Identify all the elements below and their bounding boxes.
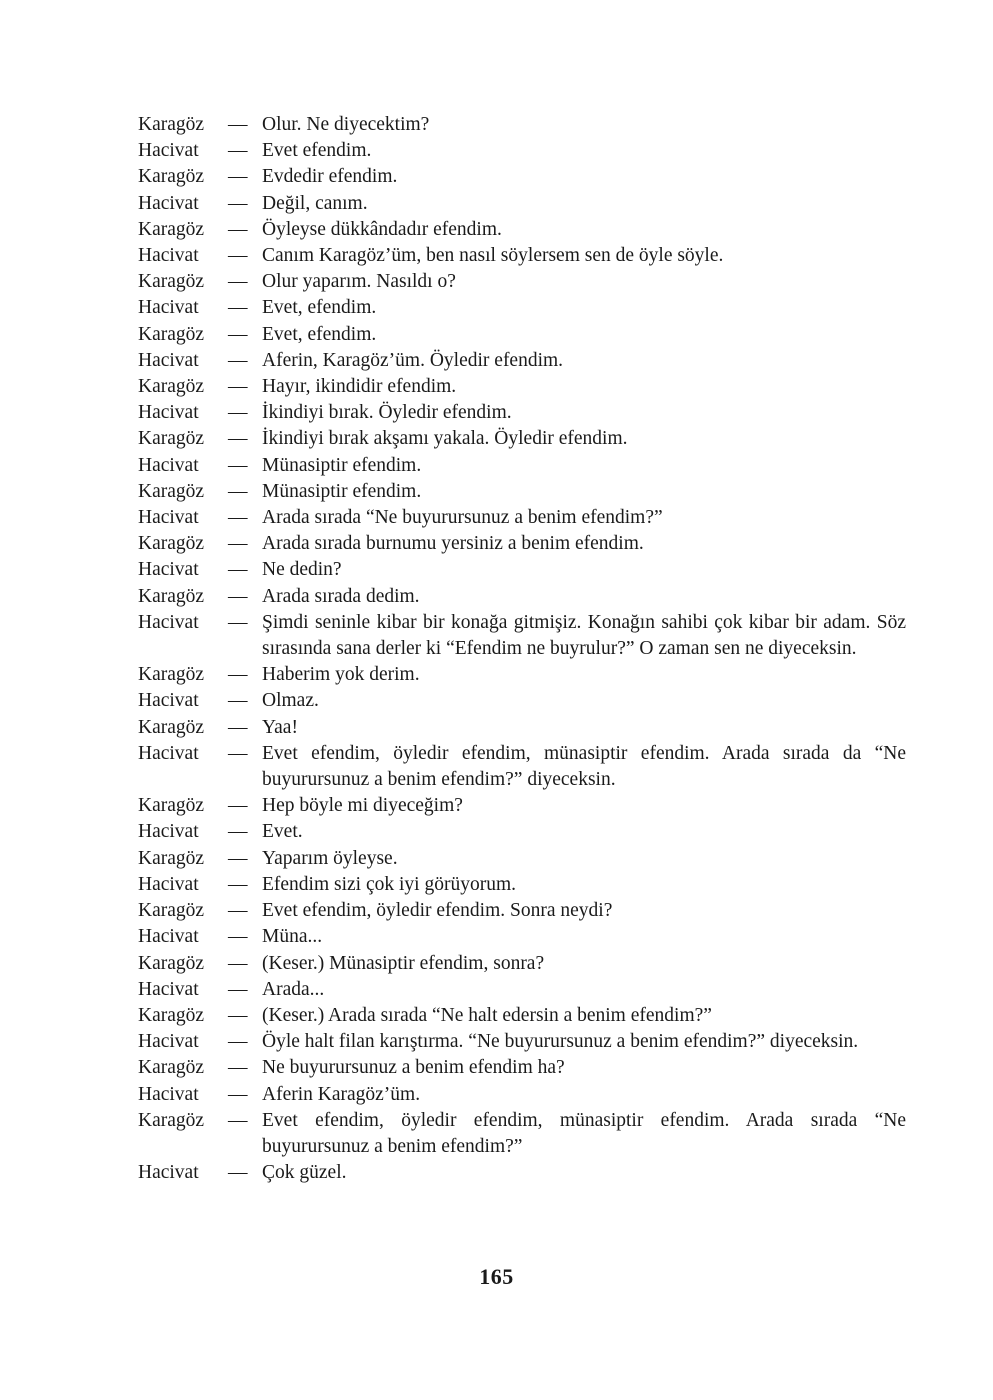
dialogue-line: [138, 243, 906, 269]
dialogue-line: [138, 951, 906, 977]
dialogue-text: Arada...: [262, 978, 325, 1000]
dialogue-line: [138, 479, 906, 505]
speaker-name: Karagöz: [138, 795, 205, 817]
dialogue-text: Olur. Ne diyecektim?: [262, 114, 430, 135]
speaker-name: Karagöz: [138, 900, 205, 922]
dialogue-text: Değil, canım.: [262, 192, 368, 214]
dialogue-text: Arada sırada burnumu yersiniz a benim efendim.: [262, 533, 644, 555]
em-dash: —: [228, 245, 248, 267]
dialogue-line: [138, 977, 906, 1003]
speaker-name: Karagöz: [138, 166, 205, 188]
dialogue-line: [138, 584, 906, 610]
dialogue-line: [138, 924, 906, 950]
dialogue-text: Ne buyurursunuz a benim efendim ha?: [262, 1057, 565, 1079]
dialogue-line: [138, 557, 906, 583]
speaker-name: Hacivat: [138, 454, 199, 476]
speaker-name: Karagöz: [138, 664, 205, 686]
speaker-name: Hacivat: [138, 1162, 199, 1184]
dialogue-line: [138, 688, 906, 714]
dialogue-text: Olmaz.: [262, 690, 319, 712]
dialogue-line: [138, 1029, 906, 1055]
dialogue-text: Evet efendim, öyledir efendim, münasiptir efendim. Arada sırada “Ne buyurursunuz a benim efendim?”: [262, 1109, 906, 1157]
dialogue-line: [138, 1160, 906, 1186]
dialogue-text: Hayır, ikindidir efendim.: [262, 376, 457, 398]
em-dash: —: [228, 926, 248, 948]
speaker-name: Karagöz: [138, 376, 205, 398]
em-dash: —: [228, 1031, 248, 1053]
speaker-name: Hacivat: [138, 926, 199, 948]
speaker-name: Hacivat: [138, 402, 199, 424]
dialogue-line: [138, 295, 906, 321]
dialogue-line: [138, 374, 906, 400]
speaker-name: Karagöz: [138, 480, 205, 502]
em-dash: —: [228, 454, 248, 476]
dialogue-line: [138, 741, 906, 793]
em-dash: —: [228, 114, 248, 135]
dialogue-text: Münasiptir efendim.: [262, 480, 422, 502]
dialogue-text: (Keser.) Arada sırada “Ne halt edersin a benim efendim?”: [262, 1004, 712, 1026]
speaker-name: Karagöz: [138, 952, 205, 974]
speaker-name: Karagöz: [138, 585, 205, 607]
speaker-name: Karagöz: [138, 114, 205, 135]
dialogue-text: Aferin Karagöz’üm.: [262, 1083, 421, 1105]
dialogue-line: [138, 348, 906, 374]
speaker-name: Hacivat: [138, 559, 199, 581]
dialogue-line: [138, 1082, 906, 1108]
em-dash: —: [228, 900, 248, 922]
dialogue-text: Evet, efendim.: [262, 323, 377, 345]
em-dash: —: [228, 218, 248, 240]
dialogue-line: [138, 1055, 906, 1081]
dialogue-line: [138, 898, 906, 924]
speaker-name: Karagöz: [138, 218, 205, 240]
speaker-name: Karagöz: [138, 716, 205, 738]
em-dash: —: [228, 376, 248, 398]
speaker-name: Hacivat: [138, 507, 199, 529]
dialogue-line: [138, 819, 906, 845]
dialogue-text: Haberim yok derim.: [262, 664, 420, 686]
em-dash: —: [228, 140, 248, 162]
em-dash: —: [228, 821, 248, 843]
dialogue-text: Hep böyle mi diyeceğim?: [262, 795, 463, 817]
dialogue-text: Evet efendim, öyledir efendim, münasiptir efendim. Arada sırada da “Ne buyurursunuz a benim efendim?” diyeceksin.: [262, 742, 906, 791]
em-dash: —: [228, 1109, 248, 1131]
dialogue-text: Olur yaparım. Nasıldı o?: [262, 271, 456, 293]
speaker-name: Hacivat: [138, 245, 199, 267]
em-dash: —: [228, 952, 248, 974]
em-dash: —: [228, 349, 248, 371]
dialogue-line: [138, 453, 906, 479]
em-dash: —: [228, 873, 248, 895]
dialogue-text: Evet.: [262, 821, 303, 843]
em-dash: —: [228, 271, 248, 293]
dialogue-text: Yaparım öyleyse.: [262, 847, 398, 869]
em-dash: —: [228, 559, 248, 581]
dialogue-line: [138, 112, 906, 138]
speaker-name: Hacivat: [138, 1031, 199, 1053]
dialogue-text: Yaa!: [262, 716, 298, 738]
dialogue-line: [138, 426, 906, 452]
em-dash: —: [228, 847, 248, 869]
speaker-name: Karagöz: [138, 271, 205, 293]
page-number: 165: [479, 1264, 514, 1289]
dialogue-line: [138, 846, 906, 872]
speaker-name: Hacivat: [138, 140, 199, 162]
em-dash: —: [228, 192, 248, 214]
dialogue-line: [138, 138, 906, 164]
em-dash: —: [228, 1004, 248, 1026]
dialogue-text: Canım Karagöz’üm, ben nasıl söylersem sen de öyle söyle.: [262, 245, 724, 267]
dialogue-text: Evet, efendim.: [262, 297, 377, 319]
em-dash: —: [228, 690, 248, 712]
dialogue-line: [138, 662, 906, 688]
em-dash: —: [228, 533, 248, 555]
speaker-name: Hacivat: [138, 1083, 199, 1105]
dialogue-text: Şimdi seninle kibar bir konağa gitmişiz. Konağın sahibi çok kibar bir adam. Söz sırasında sana derler ki “Efendim ne buyrulur?” O zaman sen ne diyeceksin.: [262, 611, 906, 660]
speaker-name: Karagöz: [138, 428, 205, 450]
dialogue-line: [138, 872, 906, 898]
dialogue-line: [138, 531, 906, 557]
speaker-name: Hacivat: [138, 821, 199, 843]
em-dash: —: [228, 664, 248, 686]
speaker-name: Hacivat: [138, 742, 199, 764]
em-dash: —: [228, 978, 248, 1000]
em-dash: —: [228, 428, 248, 450]
speaker-name: Hacivat: [138, 611, 199, 633]
dialogue-text: İkindiyi bırak akşamı yakala. Öyledir efendim.: [262, 428, 628, 450]
speaker-name: Hacivat: [138, 873, 199, 895]
speaker-name: Hacivat: [138, 690, 199, 712]
em-dash: —: [228, 166, 248, 188]
speaker-name: Karagöz: [138, 533, 205, 555]
dialogue-text: İkindiyi bırak. Öyledir efendim.: [262, 402, 512, 424]
speaker-name: Karagöz: [138, 1004, 205, 1026]
em-dash: —: [228, 611, 248, 633]
em-dash: —: [228, 795, 248, 817]
speaker-name: Hacivat: [138, 349, 199, 371]
dialogue-text: Aferin, Karagöz’üm. Öyledir efendim.: [262, 349, 564, 371]
dialogue-line: [138, 217, 906, 243]
dialogue-text: (Keser.) Münasiptir efendim, sonra?: [262, 952, 545, 974]
em-dash: —: [228, 297, 248, 319]
dialogue-line: [138, 610, 906, 662]
dialogue-line: [138, 1003, 906, 1029]
em-dash: —: [228, 716, 248, 738]
speaker-name: Karagöz: [138, 1057, 205, 1079]
dialogue-text: Evet efendim.: [262, 140, 372, 162]
dialogue-line: [138, 1108, 906, 1160]
dialogue-text: Evet efendim, öyledir efendim. Sonra neydi?: [262, 900, 613, 922]
dialogue-text: Arada sırada dedim.: [262, 585, 420, 607]
dialogue-line: [138, 715, 906, 741]
dialogue-text: Arada sırada “Ne buyurursunuz a benim efendim?”: [262, 507, 663, 529]
dialogue-line: [138, 322, 906, 348]
dialogue-line: [138, 793, 906, 819]
dialogue-text: Çok güzel.: [262, 1162, 347, 1184]
em-dash: —: [228, 402, 248, 424]
dialogue-text: Öyle halt filan karıştırma. “Ne buyurursunuz a benim efendim?” diyeceksin.: [262, 1031, 859, 1053]
dialogue-text: Evdedir efendim.: [262, 166, 398, 188]
dialogue-text: Öyleyse dükkândadır efendim.: [262, 218, 502, 240]
em-dash: —: [228, 1162, 248, 1184]
em-dash: —: [228, 507, 248, 529]
dialogue-line: [138, 191, 906, 217]
dialogue-line: [138, 505, 906, 531]
dialogue-text: Müna...: [262, 926, 323, 948]
speaker-name: Karagöz: [138, 1109, 205, 1131]
speaker-name: Hacivat: [138, 192, 199, 214]
dialogue-text: Ne dedin?: [262, 559, 342, 581]
dialogue-text: Efendim sizi çok iyi görüyorum.: [262, 873, 516, 895]
em-dash: —: [228, 1057, 248, 1079]
dialogue-text: Münasiptir efendim.: [262, 454, 422, 476]
em-dash: —: [228, 742, 248, 764]
dialogue-line: [138, 400, 906, 426]
em-dash: —: [228, 323, 248, 345]
dialogue-line: [138, 269, 906, 295]
em-dash: —: [228, 585, 248, 607]
speaker-name: Hacivat: [138, 978, 199, 1000]
dialogue-line: [138, 164, 906, 190]
dialogue-block: [138, 112, 906, 1186]
speaker-name: Hacivat: [138, 297, 199, 319]
em-dash: —: [228, 1083, 248, 1105]
speaker-name: Karagöz: [138, 323, 205, 345]
speaker-name: Karagöz: [138, 847, 205, 869]
em-dash: —: [228, 480, 248, 502]
